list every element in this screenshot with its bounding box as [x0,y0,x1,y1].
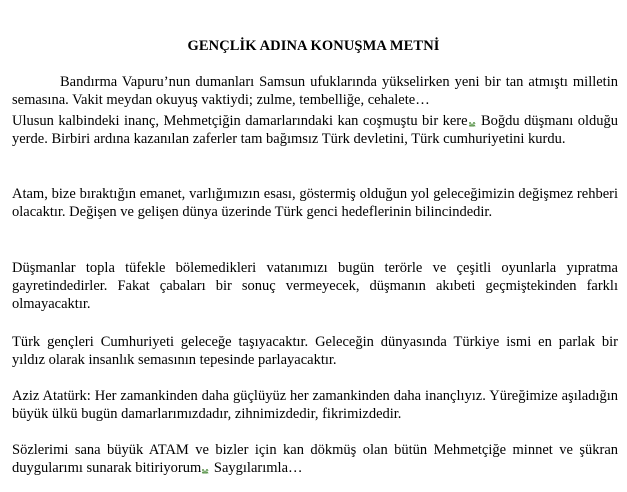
paragraph-closing-part1: Sözlerimi sana büyük ATAM ve bizler için kan dökmüş olan bütün Mehmetçiğe minnet ve şükran duygularımı sunarak bitiriyorum [12,442,618,476]
paragraph-enemies: Düşmanlar topla tüfekle bölemedikleri vatanımızı bugün terörle ve çeşitli oyunlarla yıpratma gayretindedirler. Fakat çabaları bir sonuç vermeyecek, düşmanın akıbeti geçmiştekinden farklı olmayacaktır. [12,260,618,312]
paragraph-victory-part2: Boğdu düşmanı olduğu yerde. Birbiri ardına kazanılan zaferler tam bağımsız Türk devletini, Türk cumhuriyetini kurdu. [12,113,618,147]
grammar-squiggle-icon[interactable] [202,468,209,474]
paragraph-future: Türk gençleri Cumhuriyeti geleceğe taşıyacaktır. Geleceğin dünyasında Türkiye ismi en parlak bir yıldız olarak insanlık semasının tepesinde parlayacaktır. [12,334,618,368]
paragraph-intro: Bandırma Vapuru’nun dumanları Samsun ufuklarında yükselirken yeni bir tan atmıştı milletin semasına. Vakit meydan okuyuş vaktiydi; zulme, tembelliğe, cehalete… [12,74,618,108]
paragraph-victory [12,112,618,148]
paragraph-closing-part2: Saygılarımla… [210,460,303,476]
document-title: GENÇLİK ADINA KONUŞMA METNİ [187,38,440,54]
paragraph-legacy: Atam, bize bıraktığın emanet, varlığımızın esası, göstermiş olduğun yol geleceğimizin değişmez rehberi olacaktır. Değişen ve gelişen dünya üzerinde Türk genci hedeflerinin bilincindedir. [12,186,618,220]
paragraph-closing [12,441,618,477]
grammar-squiggle-icon[interactable] [469,121,476,127]
paragraph-victory-part1: Ulusun kalbindeki inanç, Mehmetçiğin damarlarındaki kan coşmuştu bir kere [12,113,468,129]
paragraph-address: Aziz Atatürk: Her zamankinden daha güçlüyüz her zamankinden daha inançlıyız. Yüreğimize aşıladığın büyük ülkü bugün damarlarımızdadır, zihnimizdedir, fikrimizdedir. [12,388,618,422]
